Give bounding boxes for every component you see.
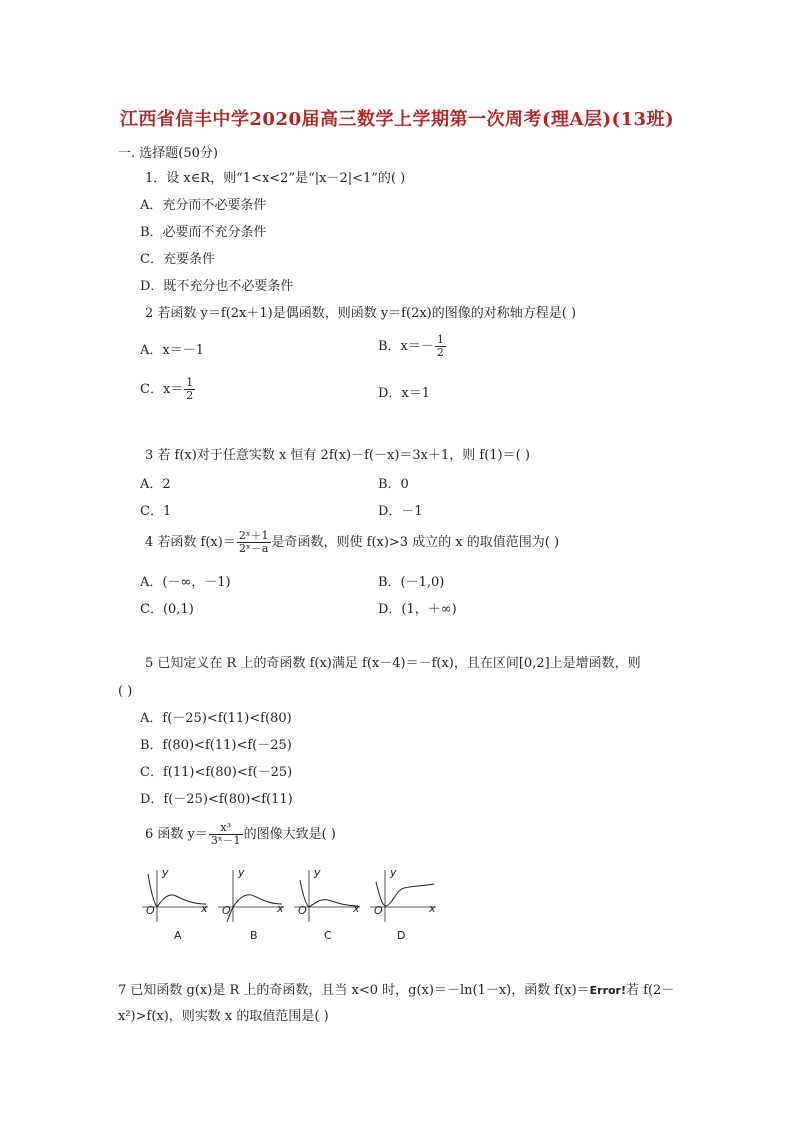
- graph-a-y-label: y: [162, 866, 169, 879]
- q6-stem: [145, 822, 336, 847]
- graph-b-origin: O: [222, 904, 231, 917]
- fraction-denominator: 2ˣ－a: [239, 542, 269, 555]
- graph-c-origin: O: [298, 904, 307, 917]
- graph-b-x-label: x: [277, 902, 284, 915]
- q1-option-c: C．充要条件: [140, 252, 215, 267]
- q2-option-b-prefix: B．x＝－: [378, 339, 434, 354]
- q3-stem: 3 若 f(x)对于任意实数 x 恒有 2f(x)－f(－x)＝3x＋1，则 f(1)＝( ): [145, 448, 530, 463]
- fraction-numerator: 2ˣ＋1: [238, 529, 269, 542]
- q3-option-c: C．1: [140, 504, 172, 519]
- graph-b-curve: [227, 895, 282, 922]
- fraction-numerator: 1: [186, 376, 194, 389]
- graph-d-origin: O: [374, 904, 383, 917]
- q2-option-c-fraction: [184, 377, 195, 402]
- graph-a-x-label: x: [201, 902, 208, 915]
- q6-stem-prefix: 6 函数 y＝: [145, 827, 208, 842]
- graph-d-x-label: x: [429, 902, 436, 915]
- q5-option-c: C．f(11)<f(80)<f(－25): [140, 765, 293, 780]
- q1-option-a: A．充分而不必要条件: [140, 198, 267, 213]
- q7-error-text: Error!: [589, 984, 627, 997]
- q3-option-a: A．2: [140, 477, 171, 492]
- fraction-denominator: 3ˣ－1: [210, 834, 241, 847]
- graph-c-x-label: x: [353, 902, 360, 915]
- graph-d-y-label: y: [390, 866, 397, 879]
- graph-d-label: D: [397, 929, 406, 942]
- section-heading: 一. 选择题(50分): [118, 146, 218, 161]
- q6-fraction: [209, 822, 243, 847]
- q5-option-d: D．f(－25)<f(80)<f(11): [140, 792, 293, 807]
- q3-option-b: B．0: [378, 477, 409, 492]
- q4-stem-suffix: 是奇函数，则使 f(x)>3 成立的 x 的取值范围为( ): [271, 535, 560, 550]
- q2-option-c: [140, 377, 196, 402]
- graph-b-label: B: [250, 929, 258, 942]
- fraction-numerator: 1: [436, 333, 444, 346]
- q1-stem: 1．设 x∈R，则“1<x<2”是“|x－2|<1”的( ): [145, 171, 406, 186]
- q1-option-b: B．必要而不充分条件: [140, 225, 267, 240]
- q7-stem-line1: [118, 982, 674, 1000]
- q4-stem-prefix: 4 若函数 f(x)＝: [145, 535, 236, 550]
- graph-b-y-label: y: [238, 866, 245, 879]
- q2-option-b: [378, 334, 447, 359]
- q5-option-a: A．f(－25)<f(11)<f(80): [140, 711, 292, 726]
- fraction-numerator: x³: [209, 822, 243, 835]
- q7-stem-suffix: 若 f(2－: [626, 983, 675, 998]
- q6-stem-suffix: 的图像大致是( ): [243, 827, 336, 842]
- page-title: 江西省信丰中学2020届高三数学上学期第一次周考(理A层)(13班): [119, 109, 675, 130]
- q2-option-a: A．x＝－1: [140, 343, 204, 358]
- q2-option-d: D．x＝1: [378, 386, 431, 401]
- q1-option-d: D．既不充分也不必要条件: [140, 279, 294, 294]
- q4-option-b: B．(－1,0): [378, 575, 445, 590]
- q2-option-b-fraction: [435, 334, 446, 359]
- q4-option-d: D．(1，＋∞): [378, 602, 457, 617]
- q5-stem-line2: ( ): [118, 684, 133, 699]
- fraction-denominator: 2: [436, 346, 444, 359]
- q5-option-b: B．f(80)<f(11)<f(－25): [140, 738, 292, 753]
- q4-option-c: C．(0,1): [140, 602, 194, 617]
- graph-a-origin: O: [146, 904, 155, 917]
- fraction-denominator: 2: [186, 389, 194, 402]
- q2-stem: 2 若函数 y＝f(2x＋1)是偶函数，则函数 y＝f(2x)的图像的对称轴方程是( ): [145, 306, 577, 321]
- q7-stem-prefix: 7 已知函数 g(x)是 R 上的奇函数，且当 x<0 时，g(x)＝－ln(1－x)，函数 f(x)＝: [118, 983, 590, 998]
- q5-stem-line1: 5 已知定义在 R 上的奇函数 f(x)满足 f(x－4)＝－f(x)，且在区间[0,2]上是增函数，则: [145, 656, 641, 671]
- q4-option-a: A．(－∞，－1): [140, 575, 231, 590]
- q3-option-d: D．－1: [378, 504, 423, 519]
- q2-option-c-prefix: C．x＝: [140, 382, 184, 397]
- q4-stem: [145, 530, 559, 555]
- graph-c-label: C: [324, 929, 332, 942]
- graph-a-label: A: [174, 929, 182, 942]
- graph-c-y-label: y: [314, 866, 321, 879]
- q7-stem-line2: x²)>f(x)，则实数 x 的取值范围是( ): [118, 1009, 329, 1024]
- q4-fraction: [237, 530, 271, 555]
